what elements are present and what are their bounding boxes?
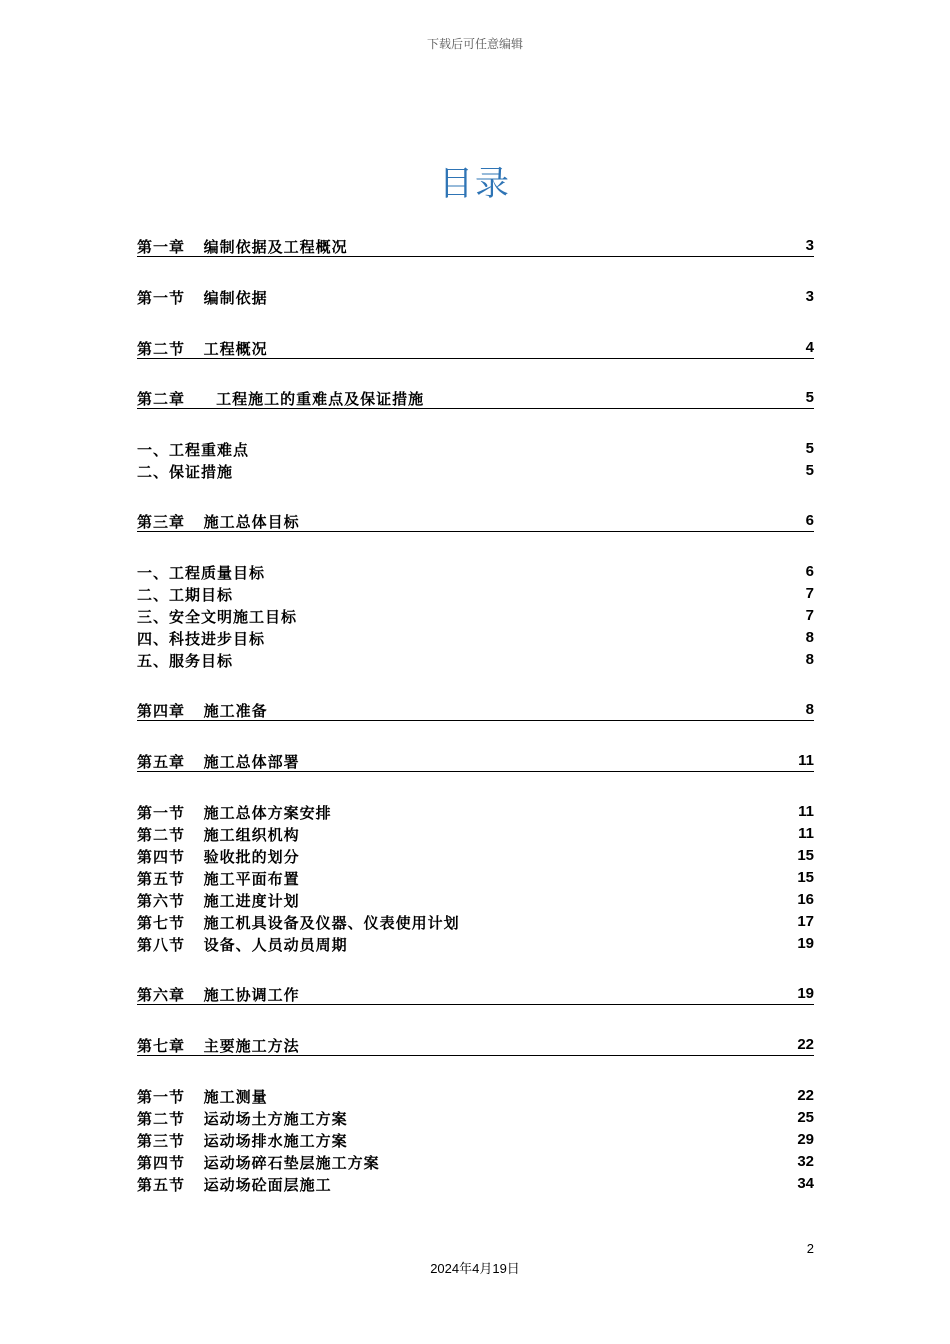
toc-page: 8 — [805, 651, 814, 668]
toc-label: 四、科技进步目标 — [137, 630, 266, 648]
toc-row[interactable] — [137, 824, 814, 844]
toc-row[interactable] — [137, 890, 814, 910]
page-header: 下载后可任意编辑 — [426, 37, 523, 51]
toc-page: 34 — [797, 1175, 814, 1192]
toc-page: 19 — [797, 935, 814, 952]
toc-row[interactable] — [137, 338, 814, 359]
toc-page: 7 — [805, 585, 814, 602]
toc-page: 5 — [805, 440, 814, 457]
toc-label: 第四章 施工准备 — [137, 702, 268, 720]
toc-page: 25 — [797, 1109, 814, 1126]
toc-page: 3 — [805, 288, 814, 305]
toc-page: 3 — [805, 237, 814, 254]
toc-row[interactable] — [137, 584, 814, 604]
toc-page: 15 — [797, 869, 814, 886]
toc-label: 第三节 运动场排水施工方案 — [137, 1132, 348, 1150]
toc-label: 二、保证措施 — [137, 463, 234, 481]
toc-page: 22 — [797, 1087, 814, 1104]
toc-page: 17 — [797, 913, 814, 930]
toc-label: 第二节 运动场土方施工方案 — [137, 1110, 348, 1128]
toc-row[interactable] — [137, 606, 814, 626]
toc-row[interactable] — [137, 439, 814, 459]
toc-row[interactable] — [137, 912, 814, 932]
toc-label: 三、安全文明施工目标 — [137, 608, 298, 626]
toc-page: 11 — [798, 803, 814, 820]
toc-row[interactable] — [137, 628, 814, 648]
toc-row[interactable] — [137, 388, 814, 409]
toc-label: 第六章 施工协调工作 — [137, 986, 300, 1004]
toc-row[interactable] — [137, 802, 814, 822]
toc-page: 15 — [797, 847, 814, 864]
toc-row[interactable] — [137, 1035, 814, 1056]
toc-page: 22 — [797, 1036, 814, 1053]
toc-label: 第五章 施工总体部署 — [137, 753, 300, 771]
toc-label: 第八节 设备、人员动员周期 — [137, 936, 348, 954]
toc-row[interactable] — [137, 868, 814, 888]
toc-page: 8 — [805, 629, 814, 646]
toc-label: 一、工程质量目标 — [137, 564, 266, 582]
toc-page: 5 — [805, 389, 814, 406]
toc-page: 11 — [798, 825, 814, 842]
toc-page: 7 — [805, 607, 814, 624]
toc-page: 6 — [805, 512, 814, 529]
toc-label: 第二章 工程施工的重难点及保证措施 — [137, 390, 425, 408]
toc-row[interactable] — [137, 1108, 814, 1128]
toc-label: 二、工期目标 — [137, 586, 234, 604]
toc-label: 第四节 验收批的划分 — [137, 848, 300, 866]
toc-label: 第七章 主要施工方法 — [137, 1037, 300, 1055]
page-title: 目录 — [439, 164, 511, 204]
toc-row[interactable] — [137, 984, 814, 1005]
footer-date: 2024年4月19日 — [430, 1261, 520, 1276]
toc-label: 第六节 施工进度计划 — [137, 892, 300, 910]
toc-row[interactable] — [137, 1152, 814, 1172]
toc-label: 第三章 施工总体目标 — [137, 513, 300, 531]
toc-row[interactable] — [137, 236, 814, 257]
toc-row[interactable] — [137, 562, 814, 582]
toc-row[interactable] — [137, 1174, 814, 1194]
toc-page: 8 — [805, 701, 814, 718]
toc-row[interactable] — [137, 287, 814, 307]
toc-label: 五、服务目标 — [137, 652, 234, 670]
toc-label: 第一节 施工测量 — [137, 1088, 268, 1106]
toc-page: 6 — [805, 563, 814, 580]
toc-row[interactable] — [137, 461, 814, 481]
toc-row[interactable] — [137, 1086, 814, 1106]
toc-page: 29 — [797, 1131, 814, 1148]
toc-page: 32 — [797, 1153, 814, 1170]
toc-row[interactable] — [137, 846, 814, 866]
toc-label: 第四节 运动场碎石垫层施工方案 — [137, 1154, 380, 1172]
page-number: 2 — [806, 1241, 814, 1256]
toc-row[interactable] — [137, 1130, 814, 1150]
toc-label: 第一节 编制依据 — [137, 289, 268, 307]
toc-label: 第五节 运动场砼面层施工 — [137, 1176, 332, 1194]
toc-label: 第二节 工程概况 — [137, 340, 268, 358]
toc-row[interactable] — [137, 751, 814, 772]
toc-page: 4 — [805, 339, 814, 356]
toc-label: 第一节 施工总体方案安排 — [137, 804, 332, 822]
toc-row[interactable] — [137, 511, 814, 532]
toc-row[interactable] — [137, 934, 814, 954]
toc-page: 11 — [798, 752, 814, 769]
toc-label: 第七节 施工机具设备及仪器、仪表使用计划 — [137, 914, 460, 932]
toc-label: 第五节 施工平面布置 — [137, 870, 300, 888]
toc-page: 19 — [797, 985, 814, 1002]
toc-row[interactable] — [137, 700, 814, 721]
toc-label: 第一章 编制依据及工程概况 — [137, 238, 348, 256]
toc-page: 16 — [797, 891, 814, 908]
toc-label: 第二节 施工组织机构 — [137, 826, 300, 844]
toc-label: 一、工程重难点 — [137, 441, 250, 459]
toc-row[interactable] — [137, 650, 814, 670]
toc-page: 5 — [805, 462, 814, 479]
